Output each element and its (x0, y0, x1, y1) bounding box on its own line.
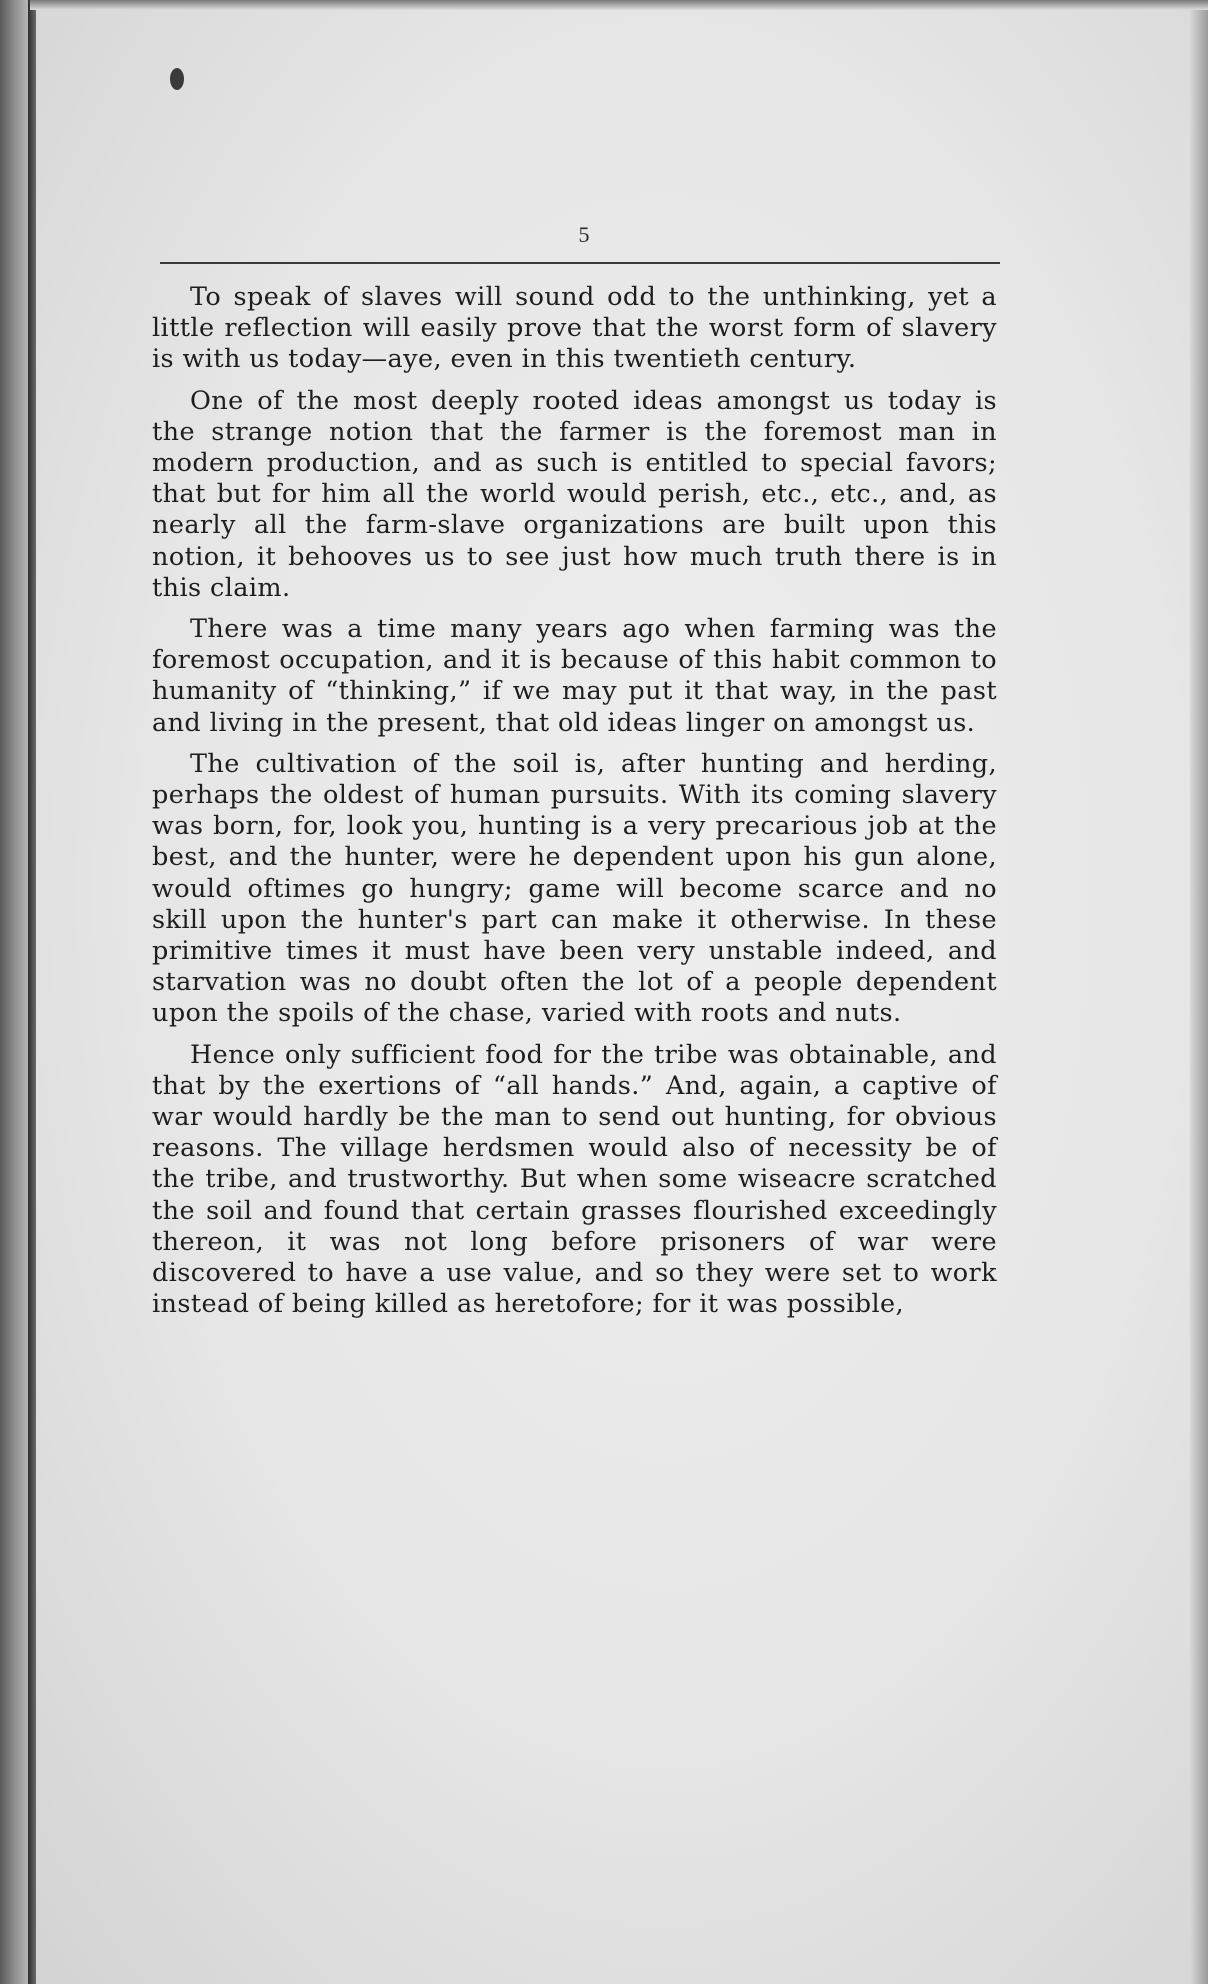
page-top-edge (30, 0, 1208, 10)
page-fold (28, 0, 36, 1984)
paragraph: There was a time many years ago when farming was the foremost occupation, and it is because of this habit common to humanity of “thinking,” if we may put it that way, in the past and living in the present, that old ideas linger on amongst us. (152, 614, 997, 738)
paragraph: One of the most deeply rooted ideas amongst us today is the strange notion that the farmer is the foremost man in modern production, and as such is entitled to special favors; that but for him all the world would perish, etc., etc., and, as nearly all the farm-slave organizations are built upon this notion, it behooves us to see just how much truth there is in this claim. (152, 385, 997, 603)
page-number: 5 (578, 222, 590, 247)
header-rule (160, 262, 1000, 264)
paragraph: Hence only sufficient food for the tribe was obtainable, and that by the exertions of “all hands.” And, again, a captive of war would hardly be the man to send out hunting, for obvious reasons. The village herdsmen would also of necessity be of the tribe, and trustworthy. But when some wiseacre scratched the soil and found that certain grasses flourished exceedingly thereon, it was not long before prisoners of war were discovered to have a use value, and so they were set to work instead of being killed as heretofore; for it was possible, (152, 1039, 997, 1320)
body-text (152, 282, 997, 1331)
paragraph: The cultivation of the soil is, after hunting and herding, perhaps the oldest of human pursuits. With its coming slavery was born, for, look you, hunting is a very precarious job at the best, and the hunter, were he dependent upon his gun alone, would oftimes go hungry; game will become scarce and no skill upon the hunter's part can make it otherwise. In these primitive times it must have been very unstable indeed, and starvation was no doubt often the lot of a people dependent upon the spoils of the chase, varied with roots and nuts. (152, 748, 997, 1029)
paragraph: To speak of slaves will sound odd to the unthinking, yet a little reflection will easily prove that the worst form of slavery is with us today—aye, even in this twentieth century. (152, 282, 997, 375)
book-spine-shadow (0, 0, 30, 1984)
ink-blot (170, 68, 184, 90)
page-right-edge (1190, 0, 1208, 1984)
